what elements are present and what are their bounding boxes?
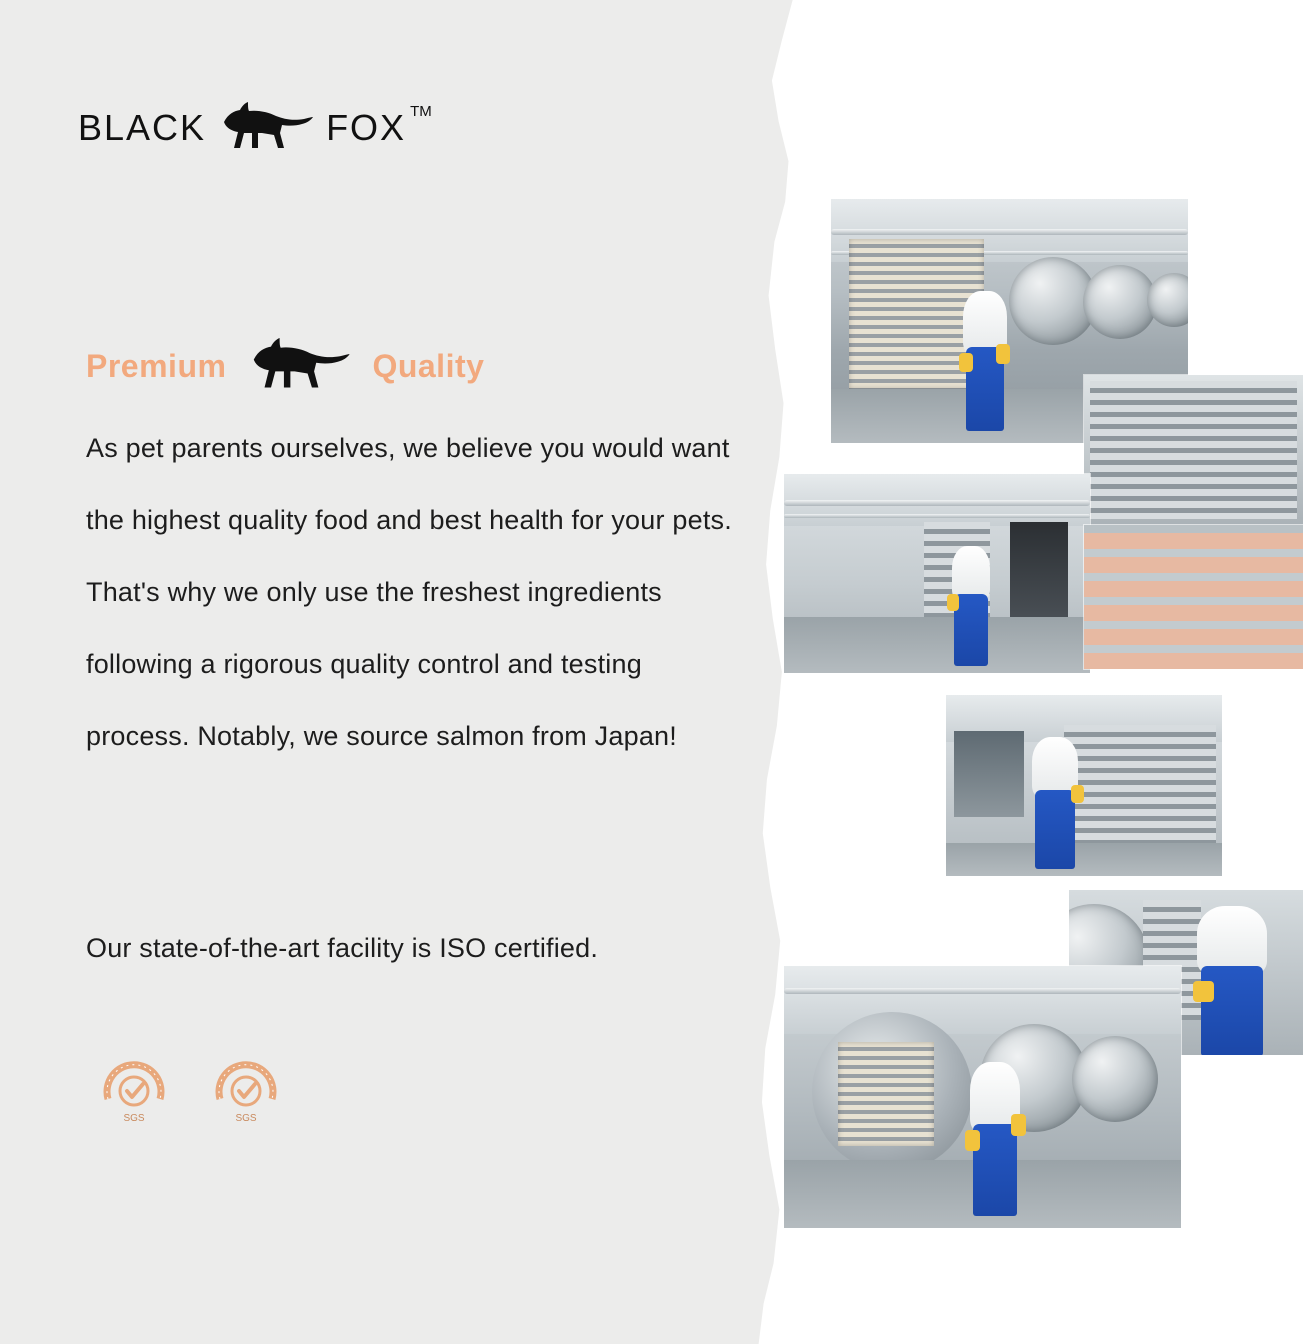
svg-text:SGS: SGS (123, 1113, 145, 1124)
brand-logo (78, 100, 432, 156)
iso-certification-line: Our state-of-the-art facility is ISO certified. (86, 933, 599, 963)
brand-word-left: BLACK (78, 107, 207, 148)
section-headline (86, 336, 484, 396)
photo-corridor-rack (784, 474, 1090, 673)
fox-silhouette-icon (244, 338, 354, 394)
headline-word-left: Premium (86, 347, 227, 384)
certification-badges (98, 1055, 282, 1127)
fox-silhouette-icon (218, 102, 314, 154)
photo-steel-trays-rack (1084, 375, 1303, 525)
sgs-certification-badge-2 (210, 1055, 282, 1127)
photo-chamber-door-open (784, 966, 1181, 1228)
trademark-mark: TM (410, 103, 432, 120)
photo-inspection-rack (946, 695, 1222, 876)
body-paragraph: As pet parents ourselves, we believe you would want the highest quality food and best health for your pets. That's why we only use the freshest ingredients following a rigorous quality control and testing process. Notably, we source salmon from Japan! (86, 433, 732, 751)
headline-word-right: Quality (372, 347, 485, 384)
sgs-certification-badge-1 (98, 1055, 170, 1127)
photo-raw-meat-trays (1084, 525, 1303, 669)
body-copy (86, 412, 746, 984)
svg-text:SGS: SGS (235, 1113, 257, 1124)
brand-word-right: FOX (326, 107, 407, 148)
